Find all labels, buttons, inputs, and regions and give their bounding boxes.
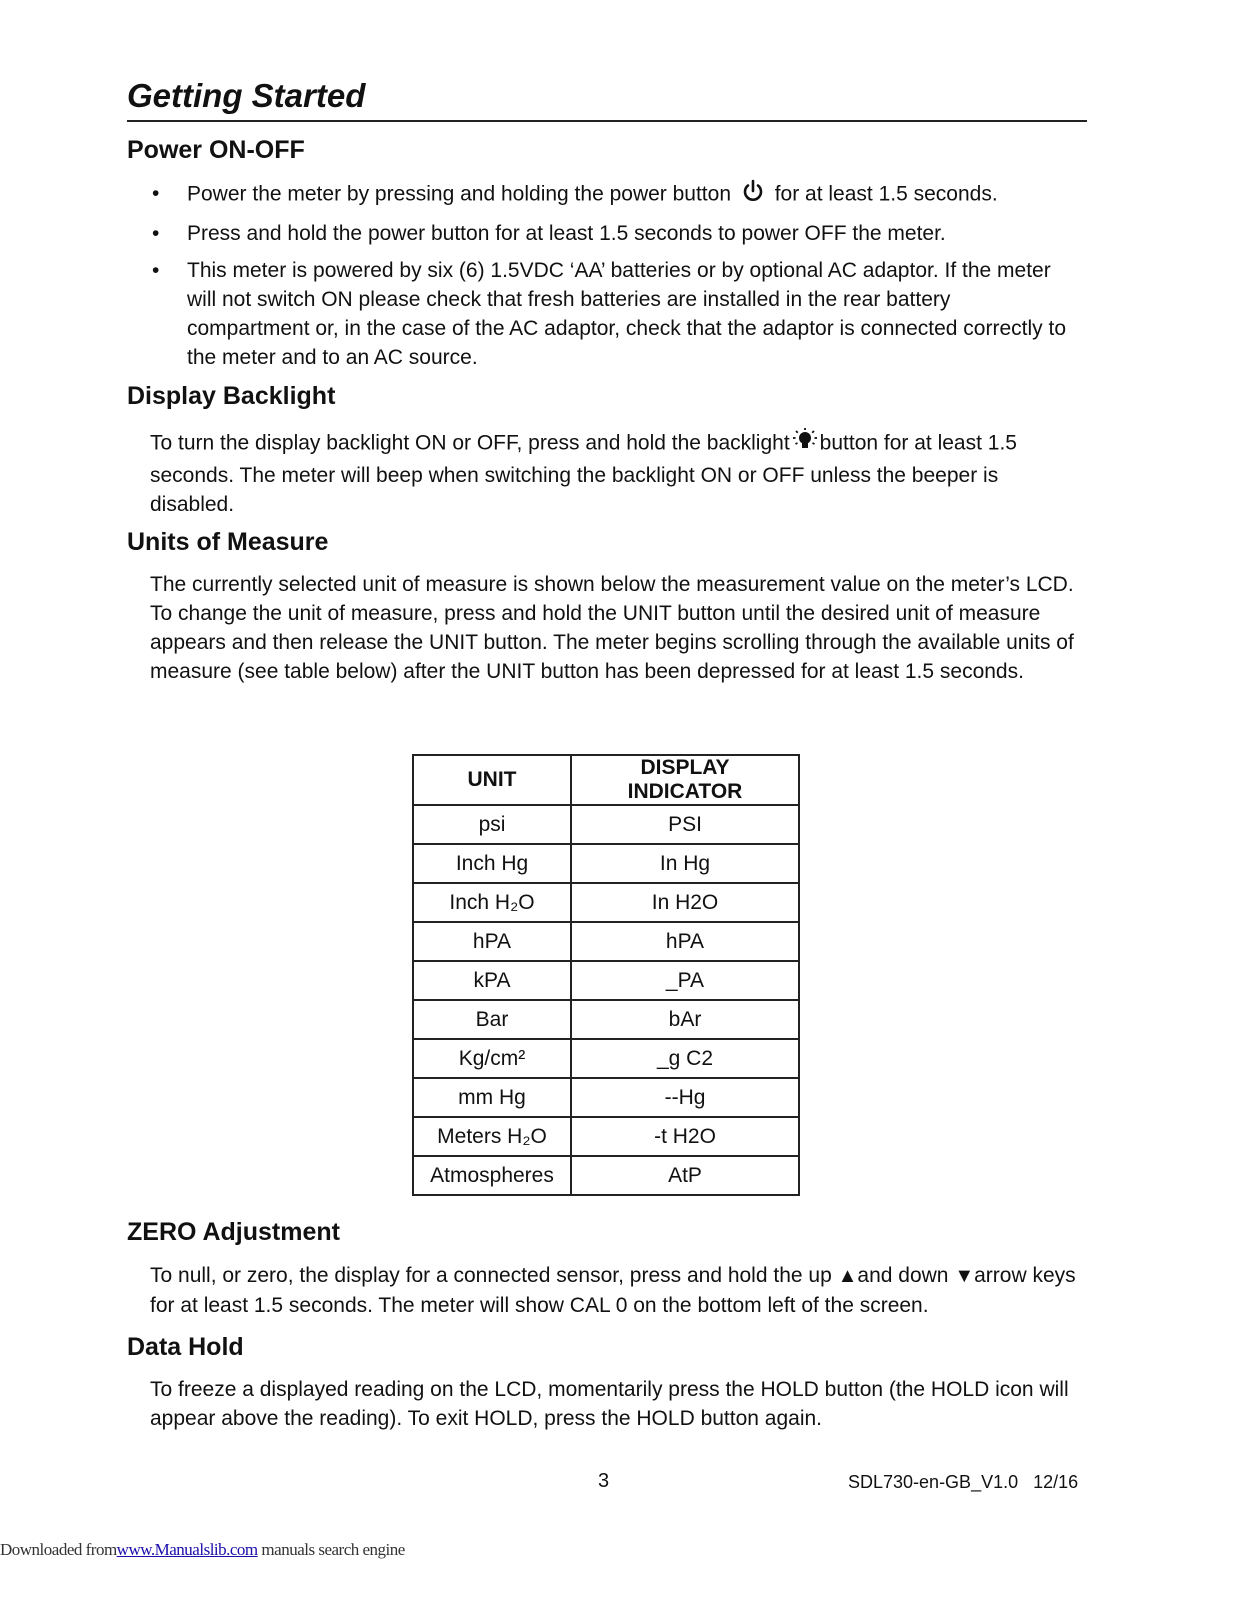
unit-cell: psi bbox=[413, 805, 571, 844]
footer-tagline: manuals search engine bbox=[257, 1540, 405, 1559]
backlight-heading: Display Backlight bbox=[127, 382, 336, 410]
indicator-cell: bAr bbox=[571, 1000, 799, 1039]
indicator-cell: In Hg bbox=[571, 844, 799, 883]
table-row bbox=[413, 883, 799, 922]
hold-heading: Data Hold bbox=[127, 1333, 244, 1361]
table-row bbox=[413, 961, 799, 1000]
zero-paragraph bbox=[150, 1261, 1080, 1320]
footer-downloaded-from: Downloaded from bbox=[0, 1540, 117, 1559]
page-number: 3 bbox=[598, 1470, 610, 1492]
backlight-paragraph bbox=[150, 427, 1080, 519]
unit-cell: Atmospheres bbox=[413, 1156, 571, 1195]
unit-cell: Meters H₂O bbox=[413, 1117, 571, 1156]
zero-text: To null, or zero, the display for a connected sensor, press and hold the up bbox=[150, 1264, 832, 1287]
table-row bbox=[413, 1078, 799, 1117]
unit-cell: Inch H₂O bbox=[413, 883, 571, 922]
power-bullet-3-text: This meter is powered by six (6) 1.5VDC ‘AA’ batteries or by optional AC adaptor. If the meter will not switch ON please check that fresh batteries are installed in the rear battery compartment or, in the case of the AC adaptor, check that the adaptor is connected correctly to the meter and to an AC source. bbox=[187, 259, 1066, 369]
backlight-text-end: button for at least 1.5 seconds. The meter will beep when switching the backlight ON or OFF unless the beeper is disabled. bbox=[150, 431, 1017, 516]
indicator-cell: In H2O bbox=[571, 883, 799, 922]
units-table-header-indicator: DISPLAY INDICATOR bbox=[571, 755, 799, 805]
download-footer bbox=[0, 1540, 405, 1560]
units-table-header-row bbox=[413, 755, 799, 805]
indicator-cell: --Hg bbox=[571, 1078, 799, 1117]
backlight-bulb-icon bbox=[792, 427, 818, 461]
indicator-cell: AtP bbox=[571, 1156, 799, 1195]
power-bullet-2 bbox=[150, 219, 1070, 248]
bullet-dot: • bbox=[152, 259, 160, 282]
up-arrow-icon: ▲ bbox=[837, 1265, 858, 1287]
units-table bbox=[412, 754, 800, 1196]
unit-cell: Inch Hg bbox=[413, 844, 571, 883]
unit-cell: Bar bbox=[413, 1000, 571, 1039]
indicator-cell: _g C2 bbox=[571, 1039, 799, 1078]
table-row bbox=[413, 1000, 799, 1039]
power-bullet-list bbox=[150, 179, 1070, 380]
power-bullet-3 bbox=[150, 256, 1070, 372]
zero-text-mid: and down bbox=[857, 1264, 949, 1287]
backlight-text: To turn the display backlight ON or OFF, press and hold the backlight bbox=[150, 431, 790, 455]
power-heading: Power ON-OFF bbox=[127, 136, 305, 164]
unit-cell: mm Hg bbox=[413, 1078, 571, 1117]
power-icon bbox=[741, 179, 765, 211]
table-row bbox=[413, 1117, 799, 1156]
manualslib-link[interactable]: www.Manualslib.com bbox=[116, 1540, 258, 1559]
units-paragraph: The currently selected unit of measure is shown below the measurement value on the meter’s LCD. To change the unit of measure, press and hold the UNIT button until the desired unit of measure appears and then release the UNIT button. The meter begins scrolling through the available units of measure (see table below) after the UNIT button has been depressed for at least 1.5 seconds. bbox=[150, 573, 1074, 683]
indicator-cell: _PA bbox=[571, 961, 799, 1000]
hold-paragraph: To freeze a displayed reading on the LCD, momentarily press the HOLD button (the HOLD icon will appear above the reading). To exit HOLD, press the HOLD button again. bbox=[150, 1378, 1069, 1430]
units-heading: Units of Measure bbox=[127, 528, 329, 556]
table-row bbox=[413, 1039, 799, 1078]
unit-cell: Kg/cm² bbox=[413, 1039, 571, 1078]
document-id: SDL730-en-GB_V1.0 12/16 bbox=[848, 1472, 1079, 1492]
indicator-cell: PSI bbox=[571, 805, 799, 844]
table-row bbox=[413, 922, 799, 961]
table-row bbox=[413, 844, 799, 883]
unit-cell: kPA bbox=[413, 961, 571, 1000]
units-table-header-unit: UNIT bbox=[413, 755, 571, 805]
power-bullet-1 bbox=[150, 179, 1070, 211]
indicator-cell: -t H2O bbox=[571, 1117, 799, 1156]
power-bullet-1-text: Power the meter by pressing and holding the power button bbox=[187, 182, 732, 206]
zero-text-end: arrow keys for at least 1.5 seconds. The meter will show CAL 0 on the bottom left of the screen. bbox=[150, 1264, 1076, 1317]
page-title: Getting Started bbox=[127, 74, 1087, 122]
table-row bbox=[413, 805, 799, 844]
indicator-cell: hPA bbox=[571, 922, 799, 961]
unit-cell: hPA bbox=[413, 922, 571, 961]
power-bullet-1-text-end: for at least 1.5 seconds. bbox=[774, 182, 998, 206]
power-bullet-2-text: Press and hold the power button for at least 1.5 seconds to power OFF the meter. bbox=[187, 222, 946, 245]
table-row bbox=[413, 1156, 799, 1195]
bullet-dot: • bbox=[152, 182, 160, 205]
zero-heading: ZERO Adjustment bbox=[127, 1218, 340, 1246]
bullet-dot: • bbox=[152, 222, 160, 245]
down-arrow-icon: ▼ bbox=[954, 1265, 975, 1287]
